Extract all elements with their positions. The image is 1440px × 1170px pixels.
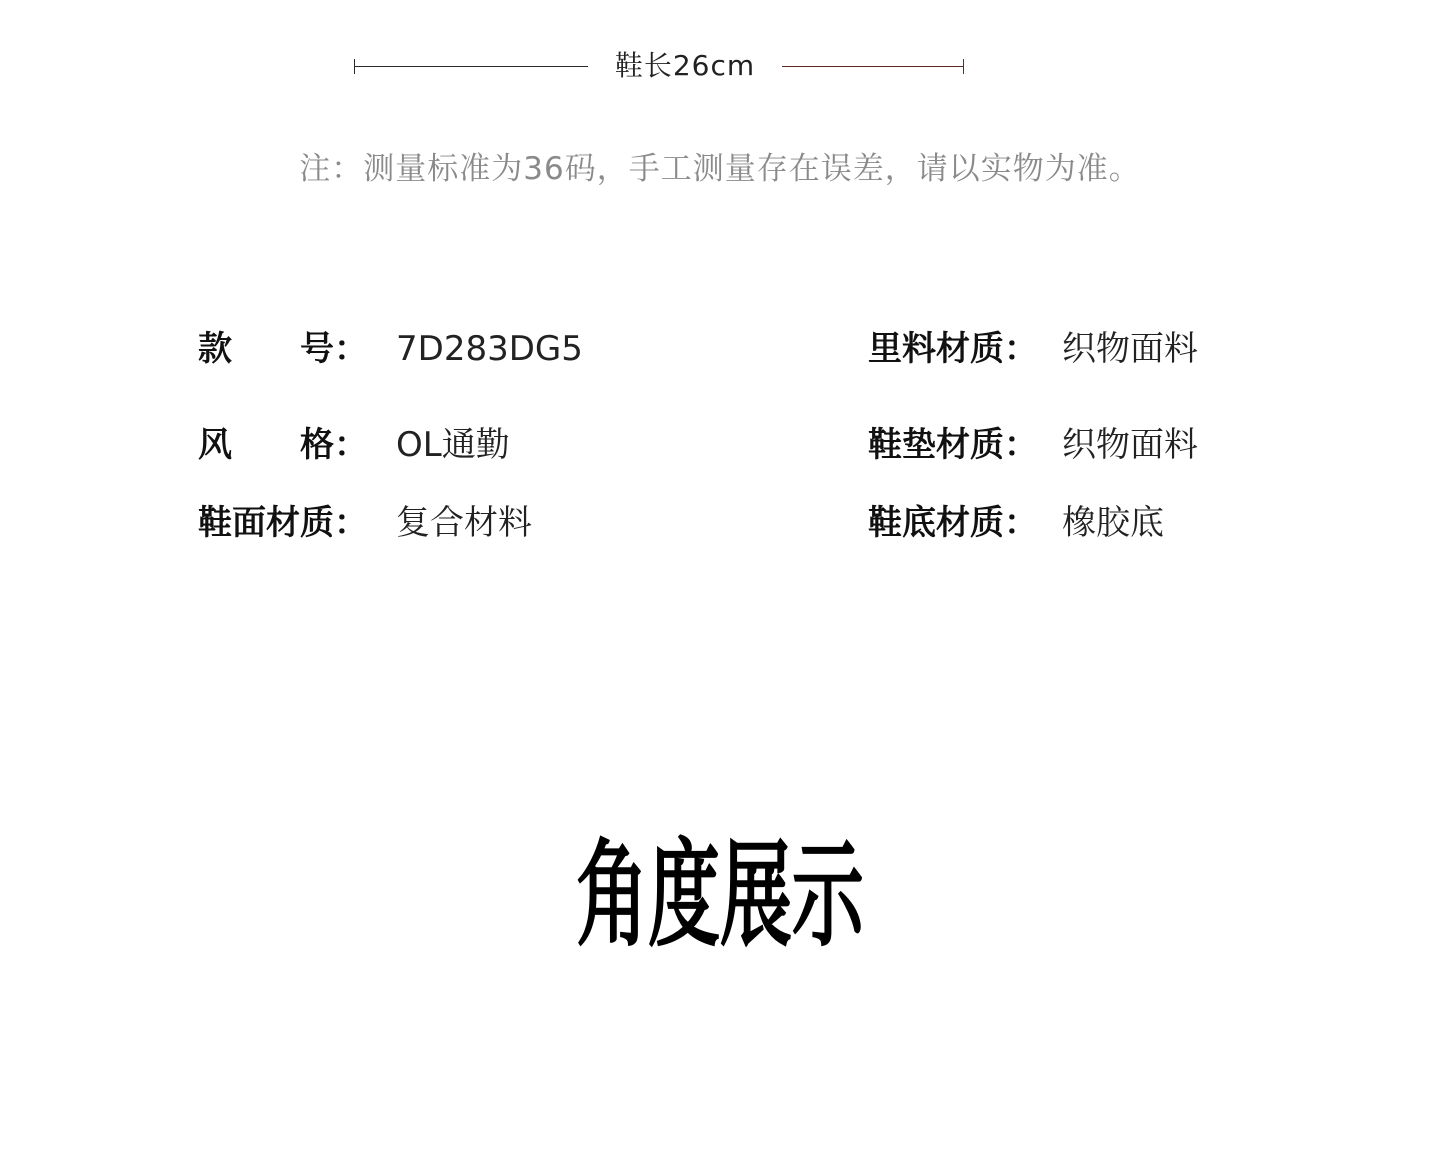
- spec-style-no: [198, 326, 583, 372]
- spec-sole-value: 橡胶底: [1062, 503, 1164, 543]
- spec-upper-value: 复合材料: [396, 503, 532, 543]
- spec-sole: [868, 500, 1164, 546]
- spec-insole: [868, 422, 1198, 468]
- spec-lining-value: 织物面料: [1062, 329, 1198, 369]
- measure-right-line: [782, 66, 964, 67]
- spec-upper-key: 鞋面材质：: [198, 503, 368, 543]
- spec-style: [198, 422, 510, 468]
- measurement-note: 注：测量标准为36码，手工测量存在误差，请以实物为准。: [299, 151, 1141, 187]
- spec-style-key: 风 格：: [198, 425, 368, 465]
- spec-sole-key: 鞋底材质：: [868, 503, 1038, 543]
- shoe-length-measure: [352, 44, 966, 88]
- spec-lining-key: 里料材质：: [868, 329, 1038, 369]
- spec-style-no-value: 7D283DG5: [396, 329, 583, 369]
- measure-right-tick: [963, 59, 964, 74]
- shoe-length-label: 鞋长26cm: [614, 49, 756, 82]
- spec-insole-key: 鞋垫材质：: [868, 425, 1038, 465]
- spec-upper: [198, 500, 532, 546]
- spec-style-no-key: 款 号：: [198, 329, 368, 369]
- spec-insole-value: 织物面料: [1062, 425, 1198, 465]
- section-heading: 角度展示: [576, 828, 864, 963]
- spec-style-value: OL通勤: [396, 425, 510, 465]
- measure-left-line: [354, 66, 588, 67]
- spec-lining: [868, 326, 1198, 372]
